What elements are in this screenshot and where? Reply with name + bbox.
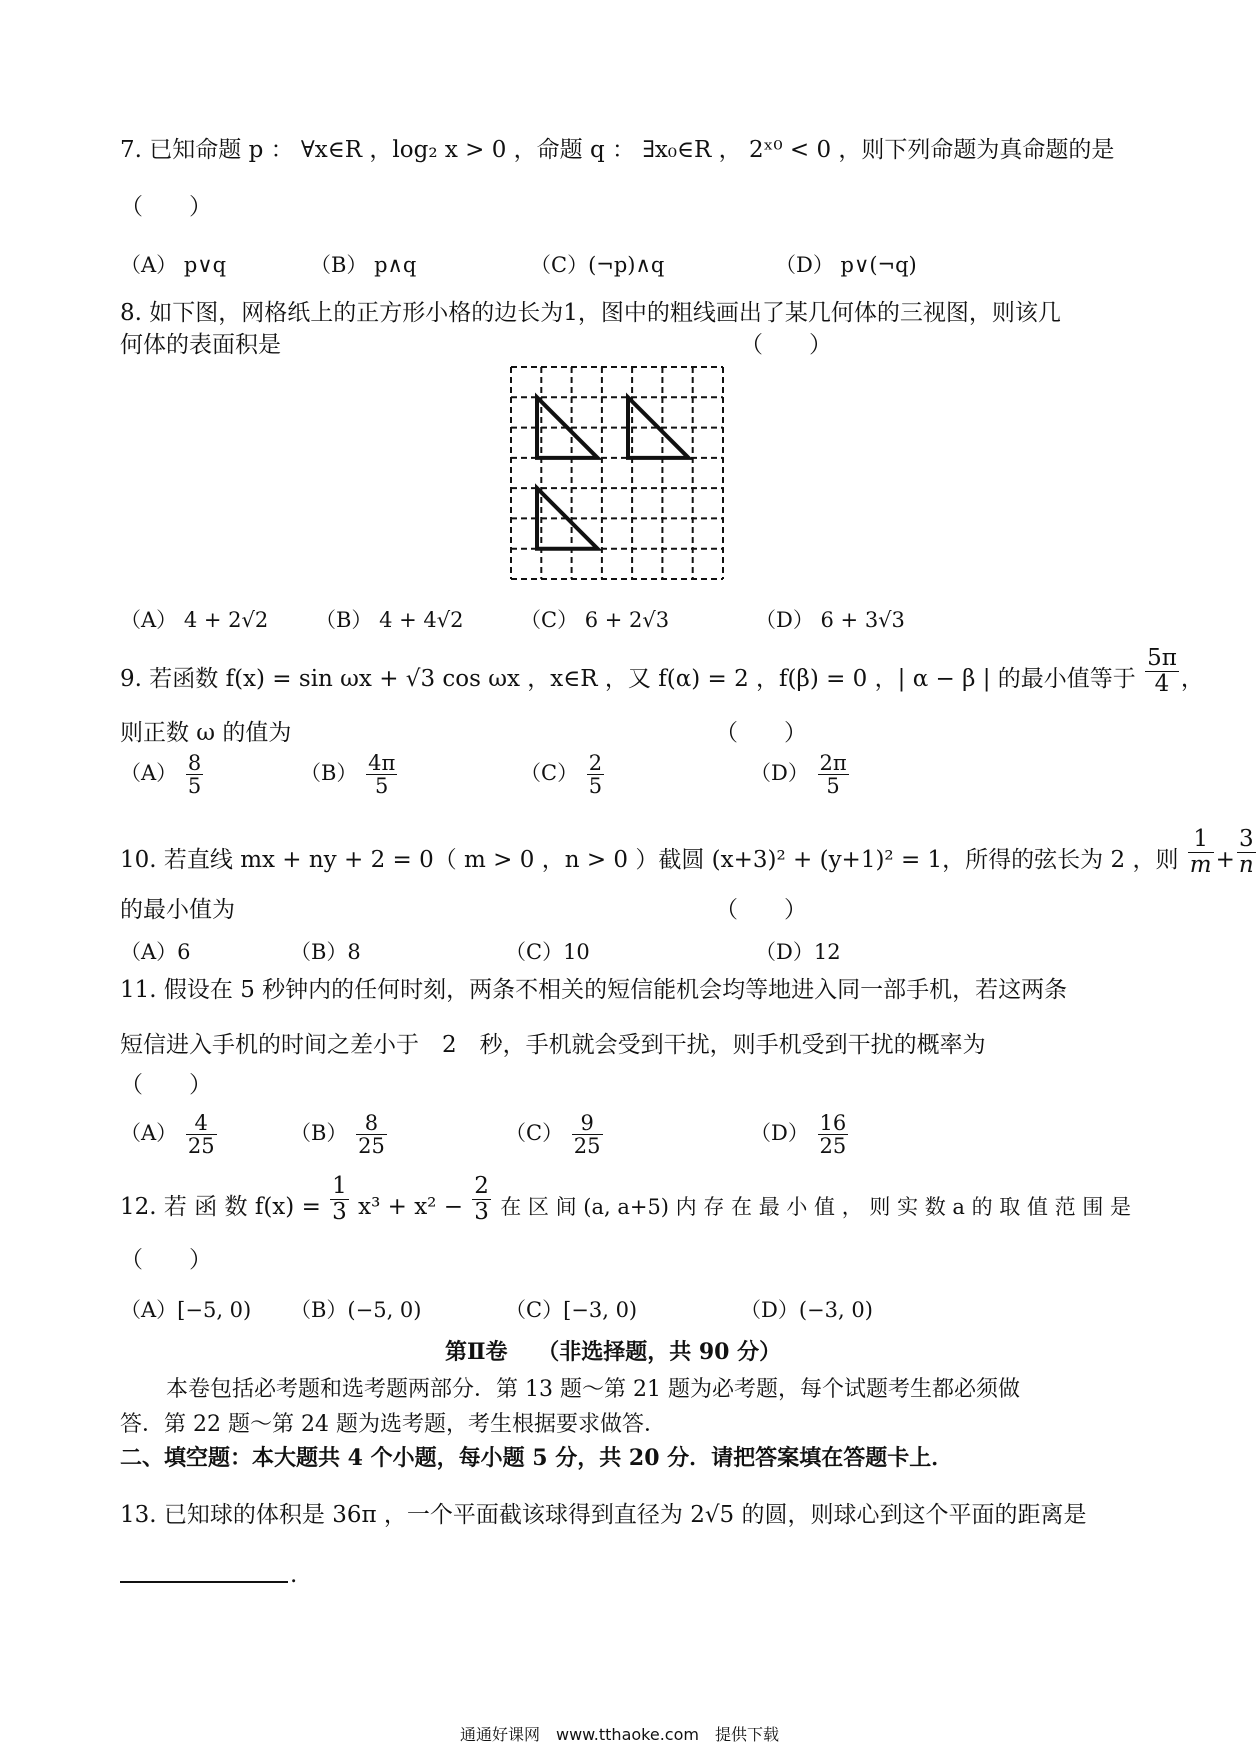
q11-option-c-num: 9	[572, 1112, 603, 1135]
q11-option-a-label: （A）	[120, 1121, 178, 1146]
q11-option-a-num: 4	[186, 1112, 217, 1135]
q8-option-c: （C） 6 + 2√3	[520, 608, 670, 632]
q8-answer-paren: （ ）	[740, 332, 832, 358]
q11-option-b-label: （B）	[290, 1121, 348, 1146]
q9-option-a-num: 8	[187, 751, 202, 775]
q9-option-c-num: 2	[588, 751, 603, 775]
q10-expr-num1: 1	[1188, 827, 1214, 852]
section2-heading: 二、填空题：本大题共 4 个小题，每小题 5 分，共 20 分．请把答案填在答题卡上．	[120, 1445, 954, 1471]
q13-answer-blank	[120, 1581, 288, 1583]
q12-f1-num: 1	[332, 1173, 347, 1200]
q9-stem-end: ，	[1180, 666, 1204, 692]
q10-expr-plus: +	[1215, 847, 1235, 873]
section2-intro-line2: 答．第 22 题～第 24 题为选考题，考生根据要求做答．	[120, 1412, 666, 1437]
q11-answer-paren: （ ）	[120, 1072, 212, 1098]
q9-option-a-label: （A）	[120, 761, 178, 786]
q9-option-b-num: 4π	[368, 751, 396, 775]
q9-option-c-fraction	[587, 752, 604, 797]
q11-option-c	[505, 1112, 605, 1157]
q10-option-c: （C）10	[505, 940, 590, 964]
q9-option-c-den: 5	[588, 774, 603, 799]
q12-answer-paren: （ ）	[120, 1247, 212, 1273]
q9-fraction-den: 4	[1154, 670, 1170, 697]
q9-answer-paren: （ ）	[715, 720, 807, 746]
q11-option-d-den: 25	[819, 1134, 847, 1159]
q12-option-b: （B）(−5, 0)	[290, 1298, 422, 1322]
q12-f2-den: 3	[474, 1198, 489, 1225]
q9-option-a-fraction	[186, 752, 203, 797]
q10-stem-line1	[120, 826, 1258, 878]
q7-option-a: （A） p∨q	[120, 253, 227, 277]
section2-intro-line1: 本卷包括必考题和选考题两部分．第 13 题～第 21 题为必考题，每个试题考生都必须做	[166, 1377, 1020, 1402]
q9-option-d-fraction	[818, 752, 849, 797]
q8-stem-line2: 何体的表面积是	[120, 332, 281, 358]
q12-option-d: （D）(−3, 0)	[740, 1298, 873, 1322]
q11-option-d-label: （D）	[750, 1121, 809, 1146]
q11-option-d-fraction	[818, 1112, 849, 1157]
q8-option-a: （A） 4 + 2√2	[120, 608, 269, 632]
q12-fraction-1	[330, 1174, 349, 1223]
q8-option-b: （B） 4 + 4√2	[315, 608, 464, 632]
q7-option-b: （B） p∧q	[310, 253, 417, 277]
q11-option-a-den: 25	[187, 1134, 215, 1159]
q9-option-d	[750, 752, 851, 797]
q12-stem-c: 在 区 间 (a, a+5) 内 存 在 最 小 值 ， 则 实 数 a 的 取 值 范 围 是	[500, 1195, 1131, 1219]
q10-expr-num2: 3	[1237, 827, 1256, 852]
q11-stem-line2: 短信进入手机的时间之差小于 2 秒，手机就会受到干扰，则手机受到干扰的概率为	[120, 1032, 986, 1058]
q10-expr-den2: n	[1238, 851, 1254, 878]
q9-option-d-num: 2π	[819, 751, 847, 775]
side-view-triangle	[628, 397, 689, 458]
q11-option-b	[290, 1112, 389, 1157]
q12-option-c: （C）[−3, 0)	[505, 1298, 638, 1322]
q11-option-c-fraction	[572, 1112, 603, 1157]
q9-stem-text: 9. 若函数 f(x) = sin ωx + √3 cos ωx ，x∈R ，又 f(α) = 2 ，f(β) = 0 ，| α − β | 的最小值等于	[120, 666, 1136, 692]
q11-option-c-den: 25	[573, 1134, 601, 1159]
q13-blank-end: .	[290, 1562, 298, 1588]
section2-title: 第Ⅱ卷 （非选择题，共 90 分）	[445, 1339, 782, 1365]
q9-option-b-den: 5	[375, 774, 389, 799]
q9-fraction-num: 5π	[1147, 645, 1177, 672]
q13-stem: 13. 已知球的体积是 36π ，一个平面截该球得到直径为 2√5 的圆，则球心到这个平面的距离是	[120, 1502, 1087, 1528]
q8-option-d: （D） 6 + 3√3	[755, 608, 905, 632]
q7-option-c: （C）(¬p)∧q	[530, 253, 665, 277]
q10-answer-paren: （ ）	[715, 897, 807, 923]
q7-option-d: （D） p∨(¬q)	[775, 253, 917, 277]
q9-option-b-fraction	[366, 752, 397, 797]
q10-expr-frac1	[1188, 827, 1214, 876]
q12-stem-line1	[120, 1173, 1131, 1225]
q9-fraction	[1145, 646, 1179, 695]
q10-option-d: （D）12	[755, 940, 841, 964]
q11-stem-line1: 11. 假设在 5 秒钟内的任何时刻，两条不相关的短信能机会均等地进入同一部手机，若这两条	[120, 977, 1068, 1003]
page-footer: 通通好课网 www.tthaoke.com 提供下载	[460, 1725, 779, 1744]
q10-option-a: （A）6	[120, 940, 191, 964]
q12-stem-b: x³ + x² −	[358, 1194, 463, 1220]
q11-option-a-fraction	[186, 1112, 217, 1157]
q9-option-d-label: （D）	[750, 761, 809, 786]
q9-option-b	[300, 752, 399, 797]
q7-answer-paren: （ ）	[120, 194, 212, 220]
q11-option-a	[120, 1112, 219, 1157]
q11-option-b-num: 8	[356, 1112, 387, 1135]
q12-fraction-2	[472, 1174, 491, 1223]
q9-option-b-label: （B）	[300, 761, 358, 786]
three-view-grid-figure	[507, 363, 727, 583]
q10-stem-text: 10. 若直线 mx + ny + 2 = 0（ m > 0 ，n > 0 ）截圆 (x+3)² + (y+1)² = 1，所得的弦长为 2 ，则	[120, 847, 1179, 873]
q9-option-a	[120, 752, 205, 797]
q12-f1-den: 3	[332, 1198, 347, 1225]
q12-f2-num: 2	[474, 1173, 489, 1200]
q9-option-d-den: 5	[826, 774, 840, 799]
q9-option-c	[520, 752, 606, 797]
q10-stem-line2: 的最小值为	[120, 897, 235, 923]
q11-option-d-num: 16	[819, 1111, 847, 1135]
q11-option-b-den: 25	[358, 1134, 385, 1159]
q7-stem: 7. 已知命题 p ： ∀x∈R ，log₂ x > 0 ，命题 q ： ∃x₀∈R ， 2ˣ⁰ < 0 ，则下列命题为真命题的是	[120, 137, 1115, 163]
q10-expr-frac2	[1237, 827, 1256, 876]
q8-stem-line1: 8. 如下图，网格纸上的正方形小格的边长为1，图中的粗线画出了某几何体的三视图，则该几	[120, 300, 1061, 326]
q12-option-a: （A）[−5, 0)	[120, 1298, 252, 1322]
q9-stem-line2: 则正数 ω 的值为	[120, 720, 292, 746]
q9-option-c-label: （C）	[520, 761, 579, 786]
q11-option-d	[750, 1112, 850, 1157]
q11-option-b-fraction	[356, 1112, 387, 1157]
q11-option-c-label: （C）	[505, 1121, 564, 1146]
q10-expr-den1: m	[1189, 851, 1212, 878]
q10-option-b: （B）8	[290, 940, 361, 964]
q9-option-a-den: 5	[187, 774, 202, 799]
q12-stem-a: 12. 若 函 数 f(x) =	[120, 1194, 321, 1220]
